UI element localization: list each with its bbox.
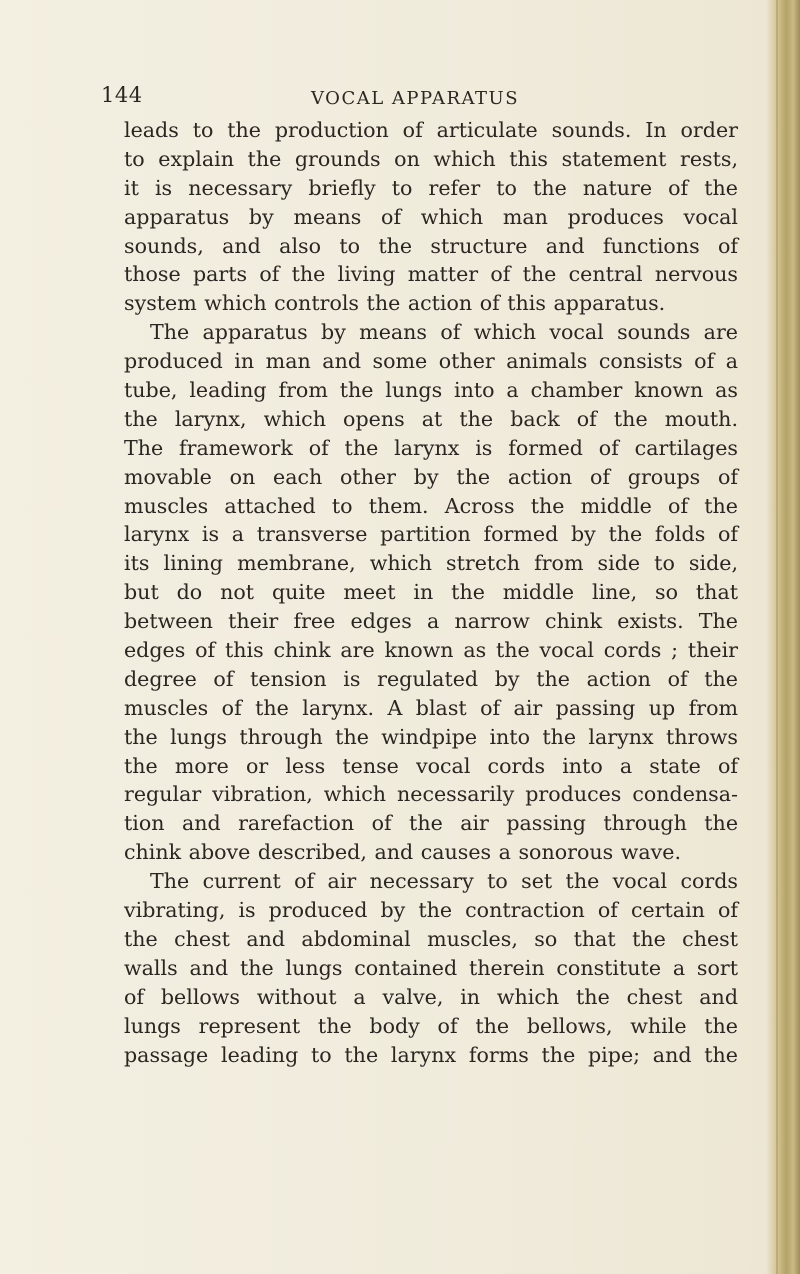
text-line: leads to the production of articulate sounds. In order — [124, 118, 738, 142]
text-line: sounds, and also to the structure and functions of — [124, 233, 738, 258]
text-line: tube, leading from the lungs into a chamber known as — [124, 378, 738, 403]
text-line: it is necessary briefly to refer to the nature of the — [124, 175, 738, 200]
text-line: The current of air necessary to set the vocal cords — [150, 869, 738, 894]
running-title: VOCAL APPARATUS — [311, 88, 520, 109]
text-line: the chest and abdominal muscles, so that the chest — [124, 926, 738, 951]
text-line: apparatus by means of which man produces vocal — [124, 204, 738, 229]
text-line: system which controls the action of this apparatus. — [124, 291, 666, 316]
text-line: lungs represent the body of the bellows, while the — [124, 1013, 738, 1038]
text-line: chink above described, and causes a sonorous wave. — [124, 840, 682, 865]
text-line: The apparatus by means of which vocal sounds are — [150, 320, 738, 345]
text-line: the larynx, which opens at the back of the mouth. — [124, 406, 738, 431]
page-edge-shadow — [766, 0, 800, 1274]
text-line: edges of this chink are known as the vocal cords ; their — [124, 638, 738, 663]
text-line: muscles of the larynx. A blast of air passing up from — [124, 695, 738, 720]
text-line: vibrating, is produced by the contraction of certain of — [124, 898, 738, 923]
page-number: 144 — [101, 83, 143, 107]
text-line: the lungs through the windpipe into the larynx throws — [124, 724, 738, 749]
text-line: The framework of the larynx is formed of cartilages — [124, 435, 738, 460]
page-header — [101, 83, 761, 113]
text-line: between their free edges a narrow chink exists. The — [124, 609, 738, 634]
text-line: those parts of the living matter of the central nervous — [124, 262, 738, 287]
text-line: degree of tension is regulated by the action of the — [124, 666, 738, 691]
text-line: but do not quite meet in the middle line, so that — [124, 580, 738, 605]
text-line: produced in man and some other animals consists of a — [124, 349, 738, 374]
body-text — [124, 116, 738, 1069]
text-line: of bellows without a valve, in which the chest and — [124, 984, 738, 1009]
text-line: passage leading to the larynx forms the pipe; and the — [124, 1042, 738, 1067]
text-line: tion and rarefaction of the air passing through the — [124, 811, 738, 836]
text-line: the more or less tense vocal cords into a state of — [124, 753, 738, 778]
text-line: its lining membrane, which stretch from side to side, — [124, 551, 738, 576]
text-line: larynx is a transverse partition formed by the folds of — [124, 522, 738, 547]
page-edge-line — [776, 0, 778, 1274]
text-line: regular vibration, which necessarily produces condensa- — [124, 782, 738, 807]
text-line: movable on each other by the action of groups of — [124, 464, 738, 489]
text-line: muscles attached to them. Across the middle of the — [124, 493, 738, 518]
text-line: walls and the lungs contained therein constitute a sort — [124, 955, 738, 980]
text-line: to explain the grounds on which this statement rests, — [124, 146, 738, 171]
